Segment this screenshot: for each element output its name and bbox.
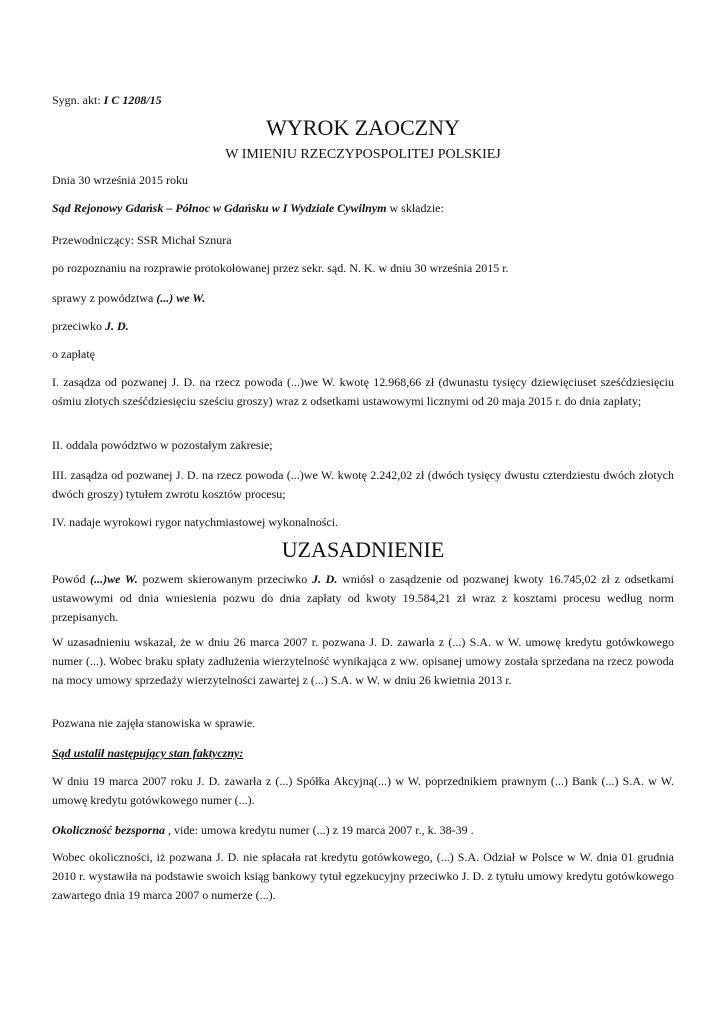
court-name: Sąd Rejonowy Gdańsk – Północ w Gdańsku w I Wydziale Cywilnym <box>52 201 387 215</box>
facts-heading-text: Sąd ustalił następujący stan faktyczny: <box>52 746 244 760</box>
case-signature-value: I C 1208/15 <box>103 93 162 107</box>
justification-title: UZASADNIENIE <box>281 537 445 562</box>
defendant-line <box>52 318 129 334</box>
verdict-item-1: I. zasądza od pozwanej J. D. na rzecz powoda (...)we W. kwotę 12.968,66 zł (dwunastu tysięcy dziewięciuset sześćdziesięciu ośmiu złotych sześćdziesięciu sześciu groszy) wraz z odsetkami ustawowymi licznymi od 20 maja 2015 r. do dnia zapłaty; <box>52 375 674 408</box>
court-suffix: w składzie: <box>386 201 444 215</box>
plaintiff-name: (...) we W. <box>156 291 206 305</box>
verdict-item-2: II. oddala powództwo w pozostałym zakresie; <box>52 438 273 452</box>
case-signature-label: Sygn. akt: <box>52 93 101 107</box>
verdict-subtitle: W IMIENIU RZECZYPOSPOLITEJ POLSKIEJ <box>225 147 501 162</box>
verdict-date: Dnia 30 września 2015 roku <box>52 173 188 187</box>
facts-heading <box>52 745 243 761</box>
defendant-name: J. D. <box>104 319 129 333</box>
p1-plaintiff: (...)we W. <box>90 572 138 586</box>
p1-text-a: Powód <box>52 572 91 586</box>
plaintiff-prefix: sprawy z powództwa <box>52 291 157 305</box>
chair-line: Przewodniczący: SSR Michał Sznura <box>52 233 232 247</box>
p1-text-c: pozwem skierowanym przeciwko <box>137 572 312 586</box>
justification-paragraph-3: Pozwana nie zajęła stanowiska w sprawie. <box>52 716 256 730</box>
justification-paragraph-5 <box>52 822 474 838</box>
p5-undisputed: Okoliczność bezsporna <box>52 823 166 837</box>
court-line <box>52 200 444 216</box>
verdict-item-4: IV. nadaje wyrokowi rygor natychmiastowej wykonalności. <box>52 515 339 529</box>
justification-paragraph-6: Wobec okoliczności, iż pozwana J. D. nie spłacała rat kredytu gotówkowego, (...) S.A. Odział w Polsce w W. dnia 01 grudnia 2010 r. wystawiła na podstawie swoich ksiąg bankowy tytuł egzekucyjny przeciwko J. D. z tytułu umowy kredytu gotówkowego zawartego dnia 19 marca 2007 o numerze (...). <box>52 850 674 902</box>
p5-reference: , vide: umowa kredytu numer (...) z 19 marca 2007 r., k. 38-39 . <box>165 823 474 837</box>
defendant-prefix: przeciwko <box>52 319 105 333</box>
p1-text-e: wniósł o zasądzenie od pozwanej kwoty 16.745,02 zł z odsetkami ustawowymi od dnia wniesienia pozwu do dnia zapłaty od kwoty 19.584,21 zł wraz z kosztami procesu według norm przepisanych. <box>52 572 674 624</box>
verdict-item-3: III. zasądza od pozwanej J. D. na rzecz powoda (...)we W. kwotę 2.242,02 zł (dwóch tysięcy dwustu czterdziestu dwóch złotych dwóch groszy) tytułem zwrotu kosztów procesu; <box>52 468 674 501</box>
plaintiff-line <box>52 290 205 306</box>
justification-paragraph-4: W dniu 19 marca 2007 roku J. D. zawarła z (...) Spółka Akcyjną(...) w W. poprzednikiem prawnym (...) Bank (...) S.A. w W. umowę kredytu gotówkowego numer (...). <box>52 774 674 807</box>
verdict-title: WYROK ZAOCZNY <box>266 115 460 140</box>
hearing-line: po rozpoznaniu na rozprawie protokołowanej przez sekr. sąd. N. K. w dniu 30 września 2015 r. <box>52 261 509 275</box>
case-signature <box>52 92 162 108</box>
p1-defendant: J. D. <box>311 572 338 586</box>
justification-paragraph-1 <box>52 570 674 627</box>
justification-paragraph-2: W uzasadnieniu wskazał, że w dniu 26 marca 2007 r. pozwana J. D. zawarła z (...) S.A. w W. umowę kredytu gotówkowego numer (...). Wobec braku spłaty zadłużenia wierzytelność wynikająca z ww. opisanej umowy została sprzedana na rzecz powoda na mocy umowy sprzedaży wierzytelności zawartej z (...) S.A. w W. w dniu 26 kwietnia 2013 r. <box>52 635 674 687</box>
subject-line: o zapłatę <box>52 347 95 361</box>
